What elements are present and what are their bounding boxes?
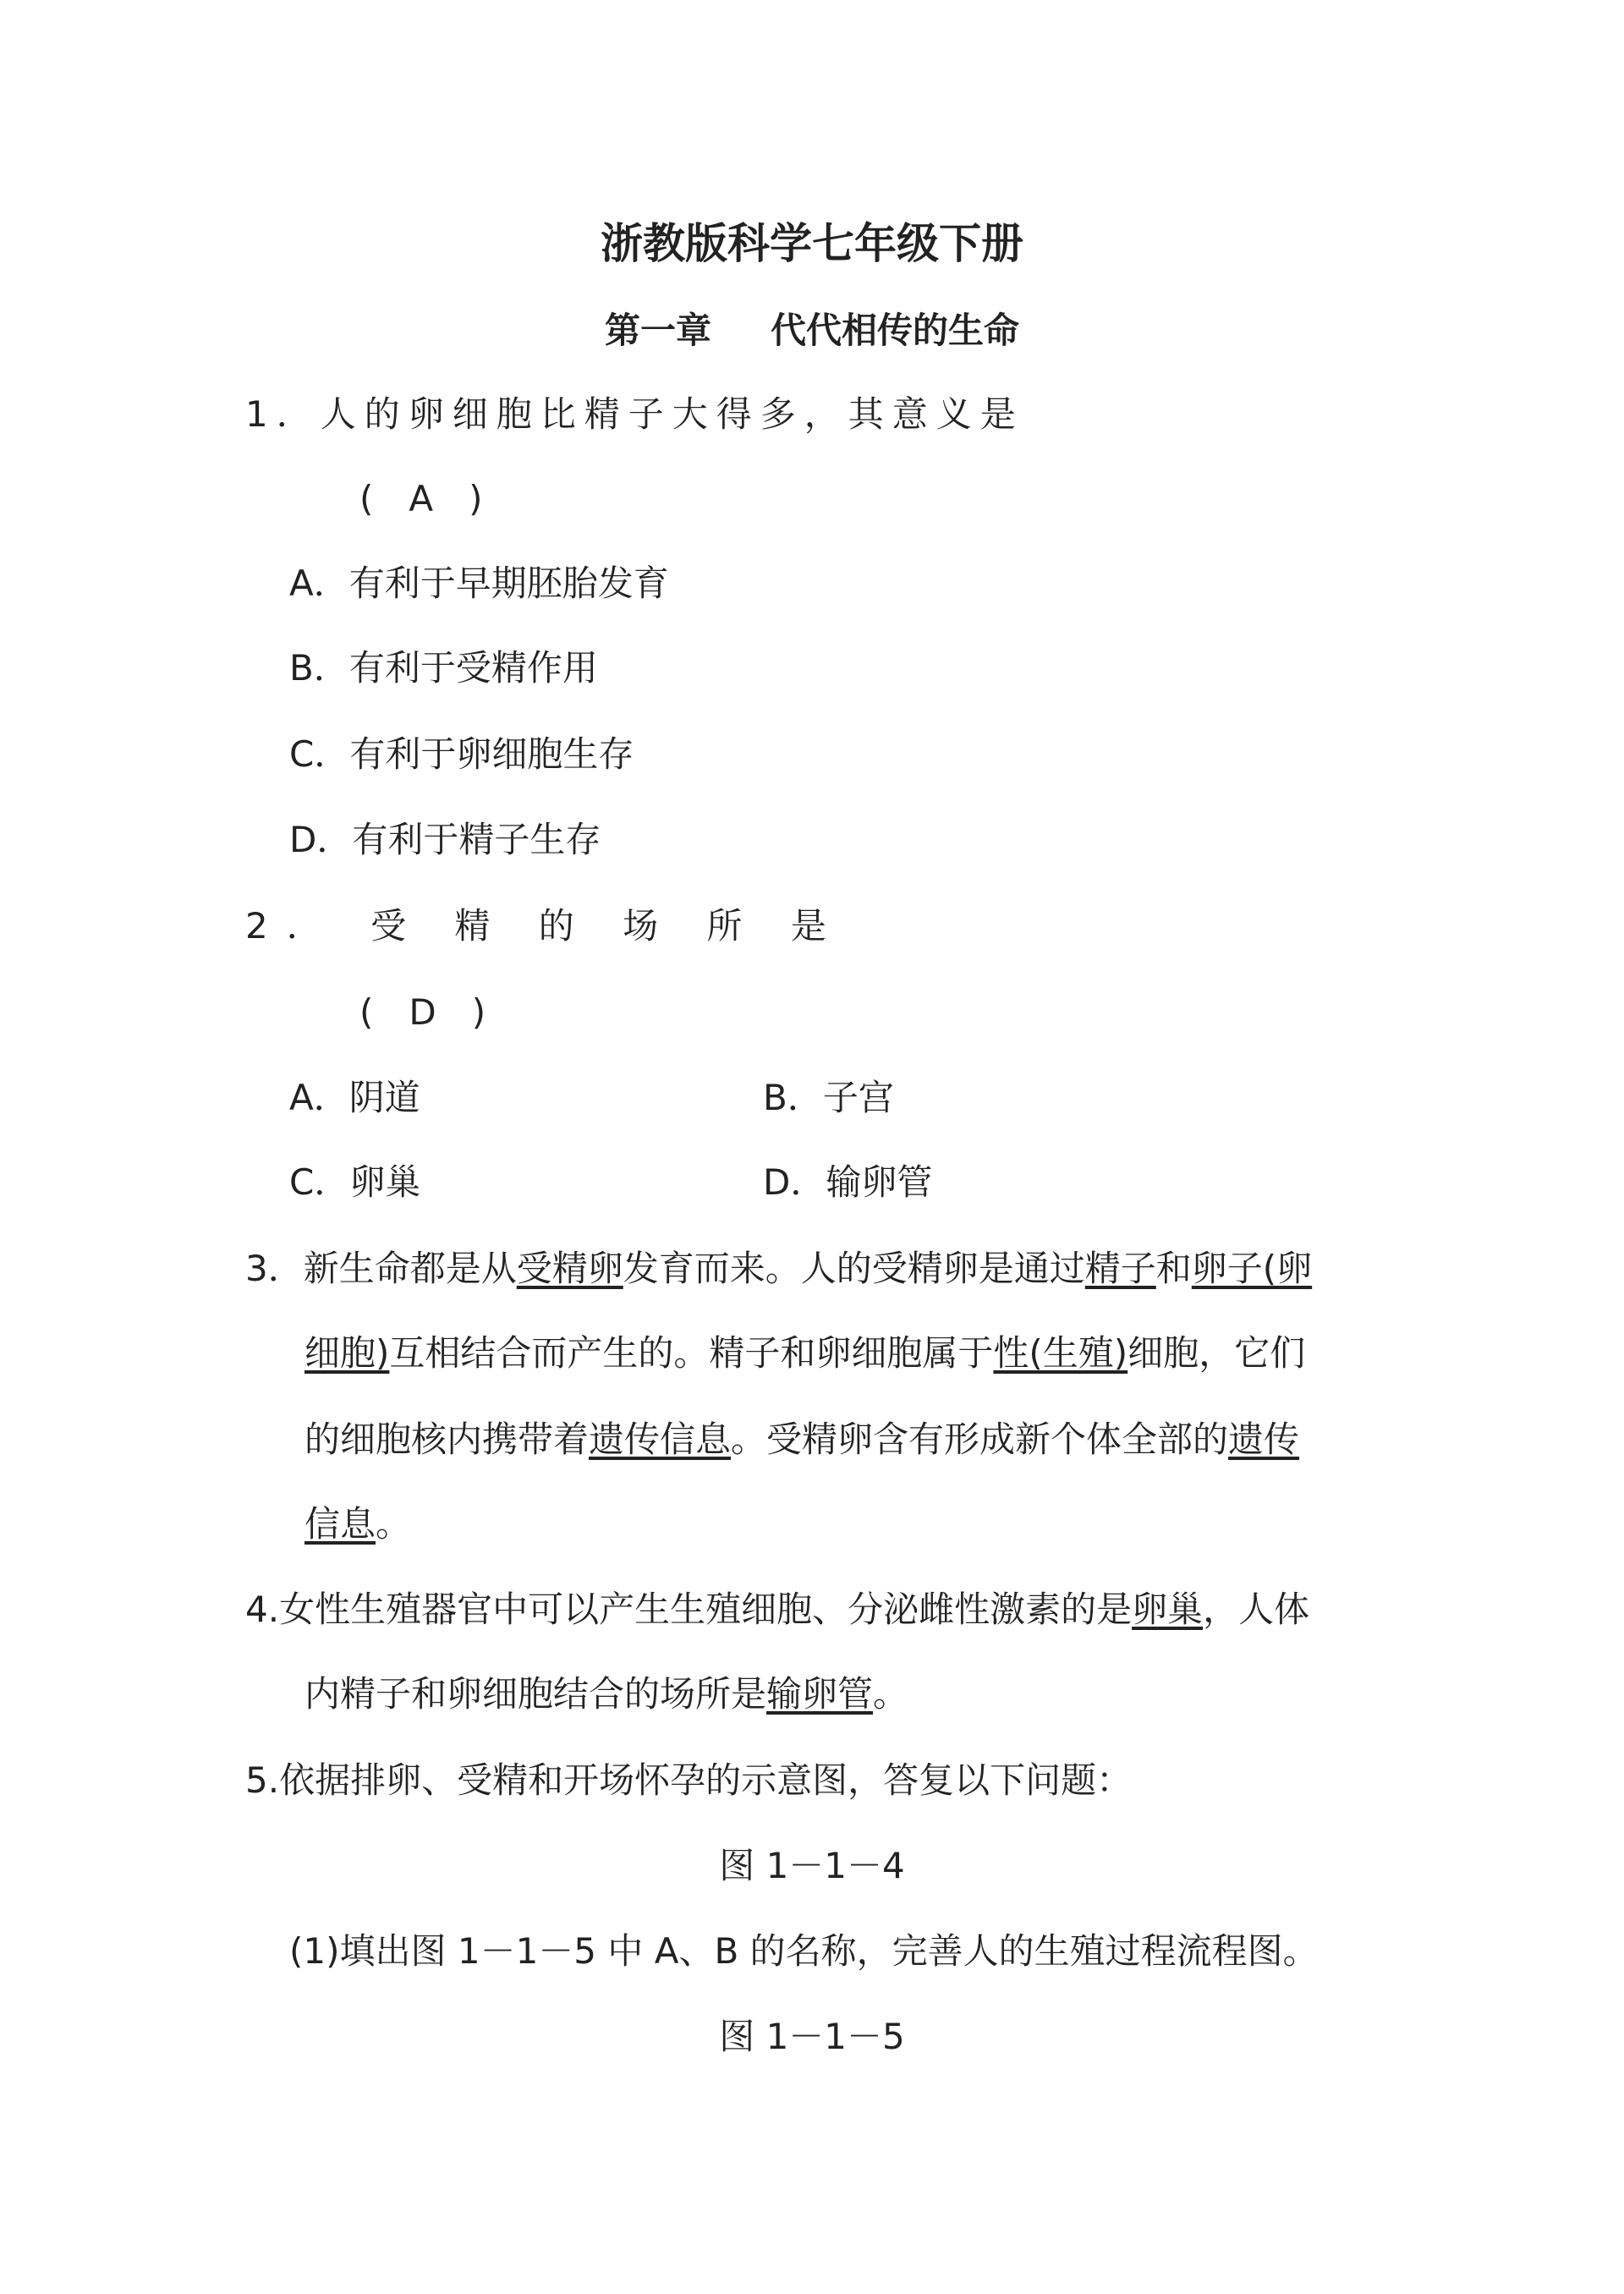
q4-text: 内精子和卵细胞结合的场所是 xyxy=(304,1673,767,1715)
question-2-stem: 2． 受 精 的 场 所 是 xyxy=(245,905,845,947)
question-4-line-1 xyxy=(245,1584,1309,1635)
q3-blank-genetic-info-2-cont: 信息 xyxy=(304,1503,376,1545)
question-5-sub-1: (1)填出图 1－1－5 中 A、B 的名称，完善人的生殖过程流程图。 xyxy=(289,1930,1319,1972)
question-2-option-b: B．子宫 xyxy=(763,1077,894,1118)
q4-text: 。 xyxy=(873,1673,909,1715)
q4-text: ，人体 xyxy=(1203,1589,1310,1630)
chapter-heading xyxy=(0,303,1624,354)
question-2-option-a: A．阴道 xyxy=(289,1077,420,1118)
q3-text: 细胞，它们 xyxy=(1127,1332,1306,1374)
question-3-line-3 xyxy=(304,1414,1299,1465)
question-2-option-c: C．卵巢 xyxy=(289,1161,421,1203)
question-1-stem: 1．人的卵细胞比精子大得多，其意义是 xyxy=(245,393,1024,435)
q3-blank-genetic-info-2: 遗传 xyxy=(1228,1419,1300,1460)
q4-blank-oviduct: 输卵管 xyxy=(766,1673,874,1715)
q3-text: 互相结合而产生的。精子和卵细胞属于 xyxy=(389,1332,994,1374)
question-5-stem: 5.依据排卵、受精和开场怀孕的示意图，答复以下问题： xyxy=(245,1759,1133,1801)
q3-blank-ovum: 卵子(卵 xyxy=(1191,1248,1313,1289)
question-1-option-a: A．有利于早期胚胎发育 xyxy=(289,563,669,604)
q3-blank-genetic-info: 遗传信息 xyxy=(589,1419,732,1460)
q4-blank-ovary: 卵巢 xyxy=(1132,1589,1204,1630)
q3-text: 。 xyxy=(376,1503,412,1545)
chapter-number: 第一章 xyxy=(604,310,711,351)
q3-text: 。受精卵含有形成新个体全部的 xyxy=(731,1419,1229,1460)
q3-text: 发育而来。人的受精卵是通过 xyxy=(623,1248,1085,1289)
figure-caption-1-1-4: 图 1－1－4 xyxy=(719,1845,905,1886)
q3-blank-sperm: 精子 xyxy=(1084,1248,1156,1289)
question-4-line-2 xyxy=(304,1669,908,1720)
question-1-option-d: D．有利于精子生存 xyxy=(289,819,601,860)
question-3-line-4 xyxy=(304,1499,411,1550)
document-title: 浙教版科学七年级下册 xyxy=(601,219,1023,268)
question-1-option-c: C．有利于卵细胞生存 xyxy=(289,733,634,775)
question-3-line-2 xyxy=(304,1328,1305,1379)
chapter-title: 代代相传的生命 xyxy=(771,310,1020,351)
q4-text: 4.女性生殖器官中可以产生生殖细胞、分泌雌性激素的是 xyxy=(245,1589,1133,1630)
q3-text: 的细胞核内携带着 xyxy=(304,1419,590,1460)
figure-caption-1-1-5: 图 1－1－5 xyxy=(719,2016,905,2057)
q3-text: 3．新生命都是从 xyxy=(245,1248,517,1289)
question-2-option-d: D．输卵管 xyxy=(763,1161,933,1203)
question-3-line-1 xyxy=(245,1243,1312,1294)
q3-blank-fertilized-egg: 受精卵 xyxy=(516,1248,623,1289)
q3-blank-ovum-cont: 细胞) xyxy=(304,1332,390,1374)
question-1-answer: ( A ) xyxy=(359,478,483,519)
question-1-option-b: B．有利于受精作用 xyxy=(289,647,598,689)
question-2-answer: ( D ) xyxy=(359,991,486,1033)
q3-text: 和 xyxy=(1155,1248,1192,1289)
q3-blank-sex-cell: 性(生殖) xyxy=(993,1332,1128,1374)
